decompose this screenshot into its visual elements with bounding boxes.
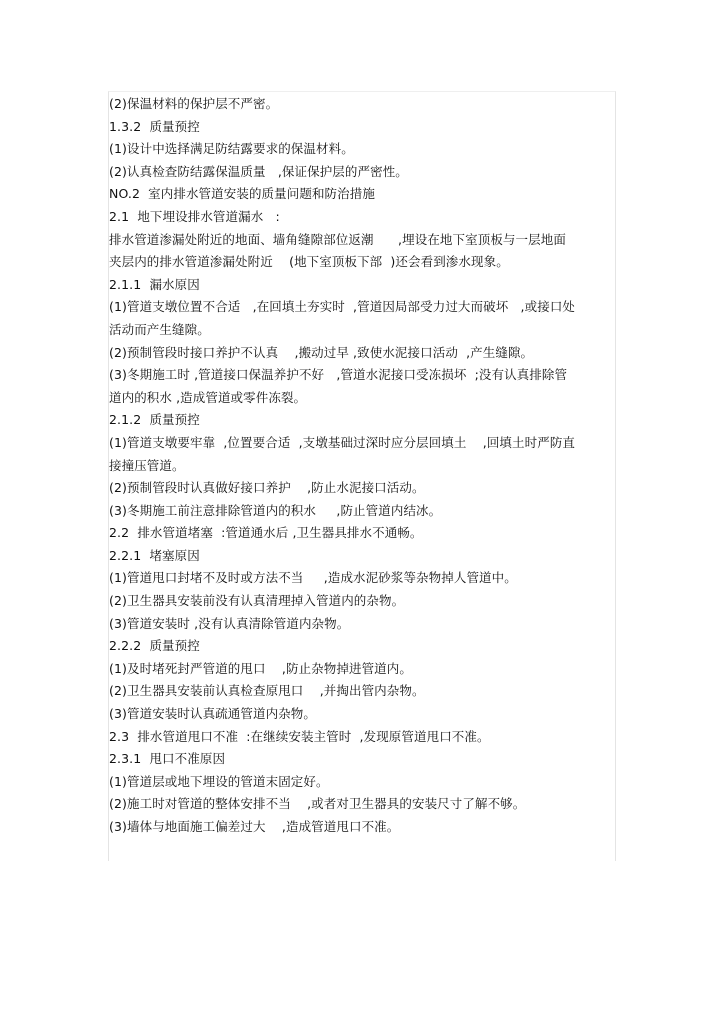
body-text-line: (1)设计中选择满足防结露要求的保温材料。	[109, 141, 354, 157]
body-text-line: 接撞压管道。	[109, 457, 185, 473]
body-text-line: (2)施工时对管道的整体安排不当 ,或者对卫生器具的安装尺寸了解不够。	[109, 796, 526, 812]
body-text-line: (2)预制管段时接口养护不认真 ,搬动过早 ,致使水泥接口活动 ,产生缝隙。	[109, 344, 534, 360]
section-heading: 2.3 排水管道甩口不准 :在继续安装主管时 ,发现原管道甩口不准。	[109, 728, 490, 744]
section-heading: 2.2.1 堵塞原因	[109, 547, 200, 563]
body-text-line: (2)卫生器具安装前认真检查原甩口 ,并掏出管内杂物。	[109, 683, 425, 699]
body-text-line: (1)管道甩口封堵不及时或方法不当 ,造成水泥砂浆等杂物掉人管道中。	[109, 570, 517, 586]
section-heading: NO.2 室内排水管道安装的质量问题和防治措施	[109, 186, 375, 202]
body-text-line: (2)保温材料的保护层不严密。	[109, 96, 279, 111]
body-text-line: (2)预制管段时认真做好接口养护 ,防止水泥接口活动。	[109, 480, 425, 496]
body-text-line: 夹层内的排水管道渗漏处附近 (地下室顶板下部 )还会看到渗水现象。	[109, 254, 509, 270]
body-text-line: (1)管道支墩位置不合适 ,在回填土夯实时 ,管道因局部受力过大而破坏 ,或接口处	[109, 299, 576, 315]
body-text-line: 排水管道渗漏处附近的地面、墙角缝隙部位返潮 ,埋设在地下室顶板与一层地面	[109, 231, 566, 247]
body-text-line: (3)墙体与地面施工偏差过大 ,造成管道甩口不准。	[109, 819, 400, 834]
body-text-line: (1)管道层或地下埋设的管道末固定好。	[109, 773, 329, 789]
section-heading: 2.1.2 质量预控	[109, 412, 200, 428]
body-text-line: (3)冬期施工时 ,管道接口保温养护不好 ,管道水泥接口受冻损坏 ;没有认真排除管	[109, 367, 568, 383]
section-heading: 1.3.2 质量预控	[109, 118, 200, 134]
body-text-line: (2)认真检查防结露保温质量 ,保证保护层的严密性。	[109, 163, 408, 179]
body-text-line: 活动而产生缝隙。	[109, 321, 210, 337]
body-text-line: (1)管道支墩要牢靠 ,位置要合适 ,支墩基础过深时应分层回填土 ,回填土时严防直	[109, 434, 576, 450]
body-text-line: (2)卫生器具安装前没有认真清理掉入管道内的杂物。	[109, 593, 405, 609]
body-text-line: (3)冬期施工前注意排除管道内的积水 ,防止管道内结冰。	[109, 502, 442, 518]
section-heading: 2.3.1 甩口不准原因	[109, 751, 226, 767]
body-text-line: 道内的积水 ,造成管道或零件冻裂。	[109, 389, 307, 405]
body-text-line: (3)管道安装时 ,没有认真清除管道内杂物。	[109, 615, 350, 631]
document-body	[109, 93, 609, 839]
section-heading: 2.1 地下埋设排水管道漏水 :	[109, 208, 280, 224]
body-text-line: (1)及时堵死封严管道的甩口 ,防止杂物掉进管道内。	[109, 660, 412, 676]
section-heading: 2.2 排水管道堵塞 :管道通水后 ,卫生器具排水不通畅。	[109, 525, 423, 541]
body-text-line: (3)管道安装时认真疏通管道内杂物。	[109, 706, 317, 722]
section-heading: 2.1.1 漏水原因	[109, 276, 200, 292]
section-heading: 2.2.2 质量预控	[109, 638, 200, 654]
